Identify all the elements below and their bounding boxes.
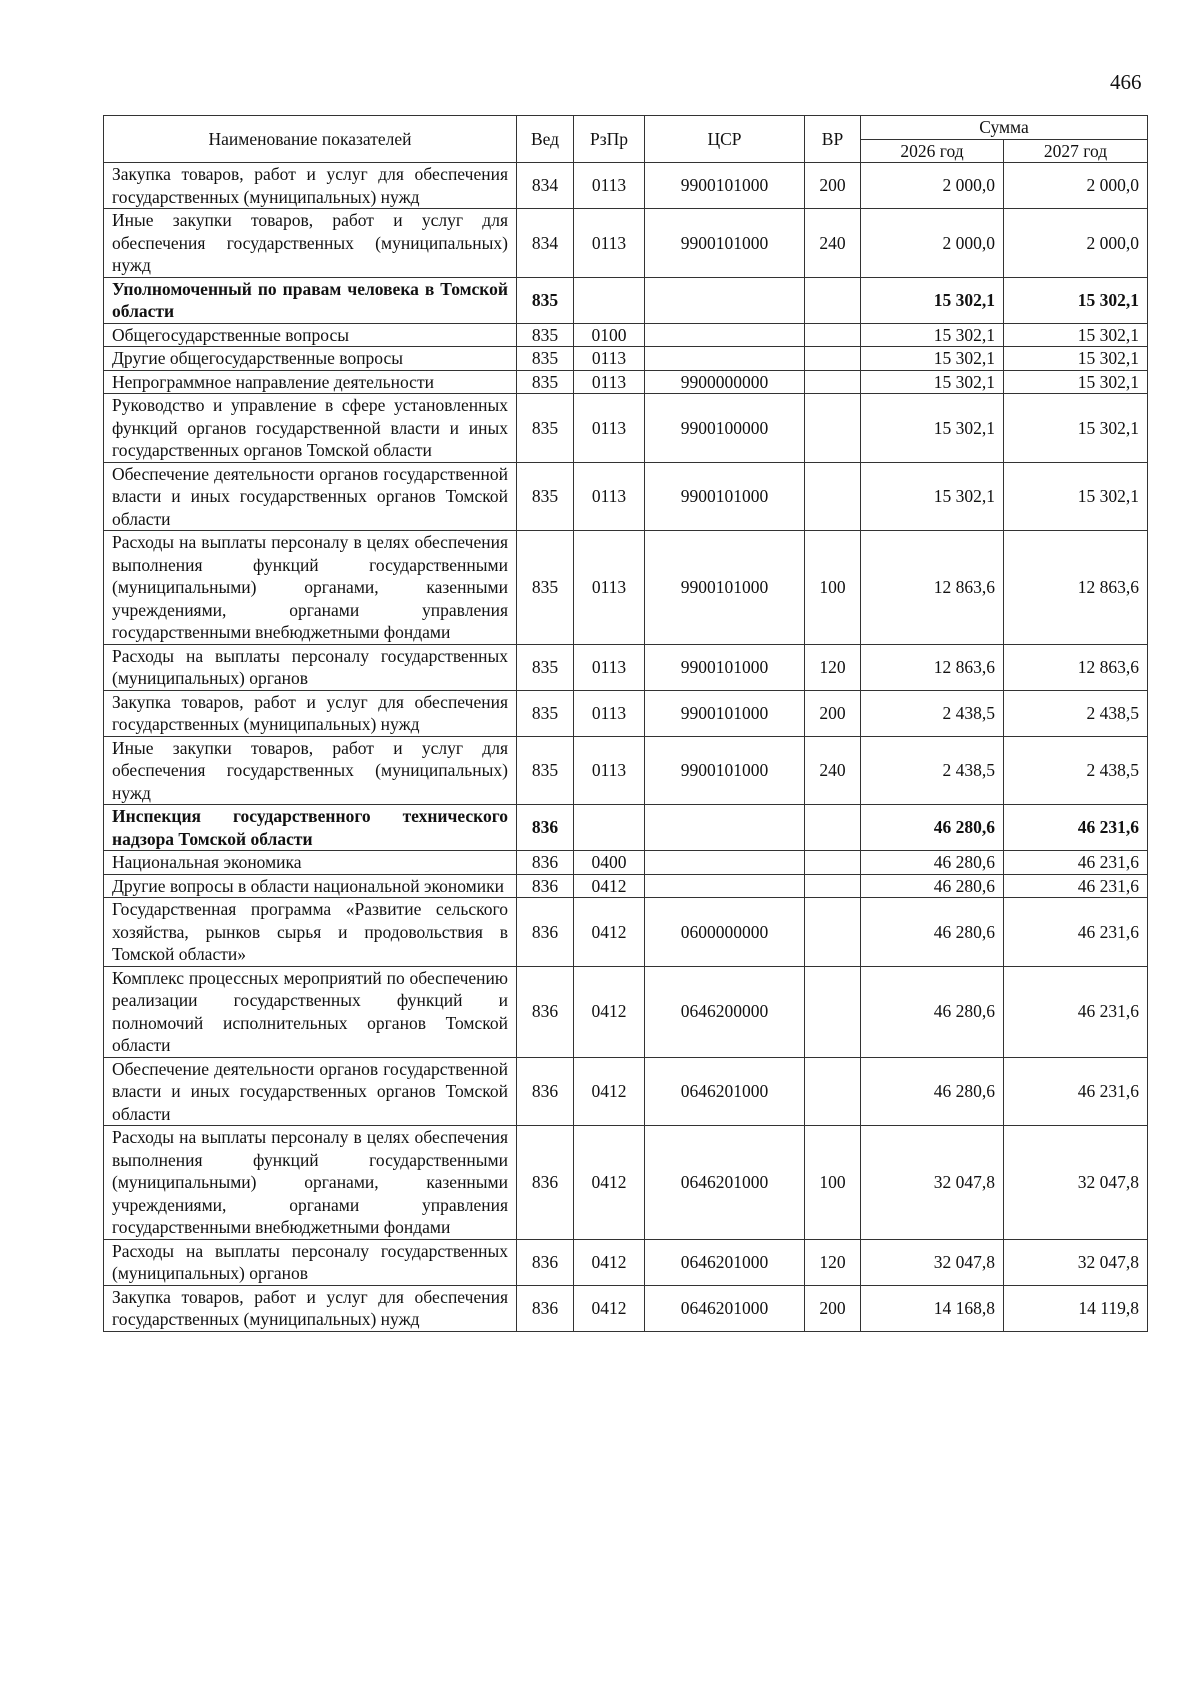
row-sum-2027: 2 000,0 [1004, 209, 1148, 278]
row-rzpr: 0100 [574, 323, 645, 347]
table-row [104, 644, 1148, 690]
row-csr: 0646201000 [645, 1285, 805, 1331]
row-sum-2027: 46 231,6 [1004, 805, 1148, 851]
table-row [104, 209, 1148, 278]
table-row [104, 323, 1148, 347]
row-rzpr: 0113 [574, 462, 645, 531]
row-sum-2026: 15 302,1 [861, 462, 1004, 531]
table-row [104, 851, 1148, 875]
row-csr [645, 323, 805, 347]
header-rzpr: РзПр [574, 116, 645, 163]
row-sum-2026: 15 302,1 [861, 394, 1004, 463]
row-vr: 100 [805, 531, 861, 645]
row-ved: 835 [517, 277, 574, 323]
row-vr [805, 277, 861, 323]
row-rzpr: 0400 [574, 851, 645, 875]
header-ved: Вед [517, 116, 574, 163]
row-sum-2027: 2 438,5 [1004, 736, 1148, 805]
row-sum-2026: 15 302,1 [861, 370, 1004, 394]
row-sum-2027: 12 863,6 [1004, 644, 1148, 690]
row-name: Общегосударственные вопросы [104, 323, 517, 347]
table-row [104, 531, 1148, 645]
row-rzpr: 0113 [574, 209, 645, 278]
row-sum-2027: 2 000,0 [1004, 163, 1148, 209]
header-year-2026: 2026 год [861, 139, 1004, 163]
row-csr: 0600000000 [645, 898, 805, 967]
table-row [104, 690, 1148, 736]
row-csr: 0646201000 [645, 1057, 805, 1126]
row-rzpr: 0412 [574, 898, 645, 967]
row-ved: 836 [517, 1239, 574, 1285]
table-row [104, 805, 1148, 851]
table-row [104, 1239, 1148, 1285]
row-ved: 836 [517, 1126, 574, 1240]
row-ved: 836 [517, 851, 574, 875]
row-sum-2027: 46 231,6 [1004, 874, 1148, 898]
row-name: Комплекс процессных мероприятий по обеспечению реализации государственных функций и полномочий исполнительных органов Томской области [104, 966, 517, 1057]
row-name: Закупка товаров, работ и услуг для обеспечения государственных (муниципальных) нужд [104, 163, 517, 209]
row-ved: 835 [517, 690, 574, 736]
row-rzpr: 0412 [574, 1057, 645, 1126]
row-sum-2026: 15 302,1 [861, 277, 1004, 323]
budget-table [103, 115, 1148, 1332]
row-sum-2026: 2 000,0 [861, 209, 1004, 278]
row-vr: 200 [805, 1285, 861, 1331]
row-ved: 835 [517, 347, 574, 371]
row-vr: 240 [805, 209, 861, 278]
row-csr: 9900101000 [645, 644, 805, 690]
row-sum-2026: 46 280,6 [861, 966, 1004, 1057]
row-ved: 835 [517, 644, 574, 690]
row-ved: 835 [517, 394, 574, 463]
row-name: Иные закупки товаров, работ и услуг для обеспечения государственных (муниципальных) нужд [104, 736, 517, 805]
row-csr: 9900100000 [645, 394, 805, 463]
row-csr: 0646201000 [645, 1239, 805, 1285]
row-sum-2027: 15 302,1 [1004, 394, 1148, 463]
row-sum-2026: 32 047,8 [861, 1239, 1004, 1285]
row-sum-2026: 2 438,5 [861, 736, 1004, 805]
table-row [104, 462, 1148, 531]
row-vr [805, 966, 861, 1057]
row-rzpr: 0113 [574, 690, 645, 736]
row-name: Другие общегосударственные вопросы [104, 347, 517, 371]
row-ved: 836 [517, 805, 574, 851]
row-sum-2027: 32 047,8 [1004, 1126, 1148, 1240]
row-sum-2027: 15 302,1 [1004, 323, 1148, 347]
row-csr [645, 805, 805, 851]
row-sum-2026: 46 280,6 [861, 874, 1004, 898]
row-sum-2026: 15 302,1 [861, 347, 1004, 371]
row-vr: 200 [805, 690, 861, 736]
row-sum-2027: 15 302,1 [1004, 462, 1148, 531]
row-name: Расходы на выплаты персоналу в целях обеспечения выполнения функций государственными (муниципальными) органами, казенными учреждениями, органами управления государственными внебюджетными фондами [104, 1126, 517, 1240]
table-body [104, 163, 1148, 1332]
row-csr: 0646200000 [645, 966, 805, 1057]
row-vr [805, 805, 861, 851]
header-year-2027: 2027 год [1004, 139, 1148, 163]
row-ved: 836 [517, 966, 574, 1057]
row-name: Обеспечение деятельности органов государственной власти и иных государственных органов Томской области [104, 1057, 517, 1126]
row-csr: 9900101000 [645, 690, 805, 736]
row-vr [805, 898, 861, 967]
row-sum-2026: 46 280,6 [861, 805, 1004, 851]
page-number: 466 [1110, 70, 1142, 94]
row-ved: 835 [517, 531, 574, 645]
row-rzpr [574, 277, 645, 323]
row-name: Инспекция государственного технического надзора Томской области [104, 805, 517, 851]
row-csr: 9900101000 [645, 736, 805, 805]
table-row [104, 1057, 1148, 1126]
row-csr: 9900101000 [645, 209, 805, 278]
table-row [104, 898, 1148, 967]
row-csr: 9900101000 [645, 163, 805, 209]
row-sum-2026: 32 047,8 [861, 1126, 1004, 1240]
row-ved: 836 [517, 898, 574, 967]
row-rzpr: 0412 [574, 1126, 645, 1240]
row-ved: 835 [517, 370, 574, 394]
row-ved: 835 [517, 736, 574, 805]
row-rzpr: 0113 [574, 347, 645, 371]
row-sum-2026: 2 438,5 [861, 690, 1004, 736]
row-name: Расходы на выплаты персоналу в целях обеспечения выполнения функций государственными (муниципальными) органами, казенными учреждениями, органами управления государственными внебюджетными фондами [104, 531, 517, 645]
table-row [104, 1126, 1148, 1240]
row-ved: 836 [517, 874, 574, 898]
row-sum-2026: 2 000,0 [861, 163, 1004, 209]
row-ved: 836 [517, 1057, 574, 1126]
row-ved: 835 [517, 462, 574, 531]
table-row [104, 394, 1148, 463]
row-rzpr: 0113 [574, 163, 645, 209]
row-ved: 834 [517, 209, 574, 278]
table-row [104, 370, 1148, 394]
table-row [104, 163, 1148, 209]
row-sum-2026: 46 280,6 [861, 898, 1004, 967]
row-sum-2027: 46 231,6 [1004, 1057, 1148, 1126]
row-sum-2027: 46 231,6 [1004, 851, 1148, 875]
row-rzpr: 0113 [574, 644, 645, 690]
table-row [104, 347, 1148, 371]
row-sum-2026: 46 280,6 [861, 851, 1004, 875]
row-sum-2027: 32 047,8 [1004, 1239, 1148, 1285]
row-vr [805, 370, 861, 394]
row-sum-2026: 12 863,6 [861, 644, 1004, 690]
row-rzpr: 0113 [574, 736, 645, 805]
row-rzpr: 0113 [574, 394, 645, 463]
row-name: Расходы на выплаты персоналу государственных (муниципальных) органов [104, 644, 517, 690]
header-csr: ЦСР [645, 116, 805, 163]
table-row [104, 736, 1148, 805]
row-csr [645, 347, 805, 371]
row-sum-2026: 15 302,1 [861, 323, 1004, 347]
row-vr [805, 851, 861, 875]
row-sum-2026: 46 280,6 [861, 1057, 1004, 1126]
row-name: Национальная экономика [104, 851, 517, 875]
header-vr: ВР [805, 116, 861, 163]
row-vr: 120 [805, 1239, 861, 1285]
row-name: Расходы на выплаты персоналу государственных (муниципальных) органов [104, 1239, 517, 1285]
row-rzpr: 0412 [574, 874, 645, 898]
table-row [104, 277, 1148, 323]
row-rzpr: 0113 [574, 531, 645, 645]
row-vr: 200 [805, 163, 861, 209]
row-vr [805, 874, 861, 898]
row-sum-2026: 14 168,8 [861, 1285, 1004, 1331]
row-vr [805, 394, 861, 463]
row-sum-2027: 15 302,1 [1004, 370, 1148, 394]
row-csr [645, 874, 805, 898]
row-sum-2026: 12 863,6 [861, 531, 1004, 645]
row-rzpr [574, 805, 645, 851]
row-name: Непрограммное направление деятельности [104, 370, 517, 394]
row-rzpr: 0412 [574, 966, 645, 1057]
row-sum-2027: 14 119,8 [1004, 1285, 1148, 1331]
row-name: Закупка товаров, работ и услуг для обеспечения государственных (муниципальных) нужд [104, 1285, 517, 1331]
row-vr [805, 323, 861, 347]
row-sum-2027: 46 231,6 [1004, 966, 1148, 1057]
row-name: Уполномоченный по правам человека в Томской области [104, 277, 517, 323]
row-sum-2027: 15 302,1 [1004, 277, 1148, 323]
row-name: Другие вопросы в области национальной экономики [104, 874, 517, 898]
row-rzpr: 0113 [574, 370, 645, 394]
table-row [104, 1285, 1148, 1331]
row-ved: 836 [517, 1285, 574, 1331]
row-sum-2027: 2 438,5 [1004, 690, 1148, 736]
row-sum-2027: 15 302,1 [1004, 347, 1148, 371]
row-csr: 9900000000 [645, 370, 805, 394]
row-name: Руководство и управление в сфере установленных функций органов государственной власти и иных государственных органов Томской области [104, 394, 517, 463]
row-vr [805, 1057, 861, 1126]
row-vr: 100 [805, 1126, 861, 1240]
row-vr: 120 [805, 644, 861, 690]
row-name: Обеспечение деятельности органов государственной власти и иных государственных органов Томской области [104, 462, 517, 531]
row-name: Иные закупки товаров, работ и услуг для обеспечения государственных (муниципальных) нужд [104, 209, 517, 278]
row-rzpr: 0412 [574, 1285, 645, 1331]
row-ved: 834 [517, 163, 574, 209]
row-name: Закупка товаров, работ и услуг для обеспечения государственных (муниципальных) нужд [104, 690, 517, 736]
row-csr: 9900101000 [645, 531, 805, 645]
table-header [104, 116, 1148, 163]
row-vr [805, 347, 861, 371]
row-rzpr: 0412 [574, 1239, 645, 1285]
row-vr: 240 [805, 736, 861, 805]
header-sum: Сумма [861, 116, 1148, 140]
row-csr [645, 277, 805, 323]
table-row [104, 874, 1148, 898]
row-csr: 9900101000 [645, 462, 805, 531]
row-sum-2027: 46 231,6 [1004, 898, 1148, 967]
table-row [104, 966, 1148, 1057]
row-csr: 0646201000 [645, 1126, 805, 1240]
row-csr [645, 851, 805, 875]
row-ved: 835 [517, 323, 574, 347]
row-sum-2027: 12 863,6 [1004, 531, 1148, 645]
header-name: Наименование показателей [104, 116, 517, 163]
row-vr [805, 462, 861, 531]
row-name: Государственная программа «Развитие сельского хозяйства, рынков сырья и продовольствия в Томской области» [104, 898, 517, 967]
